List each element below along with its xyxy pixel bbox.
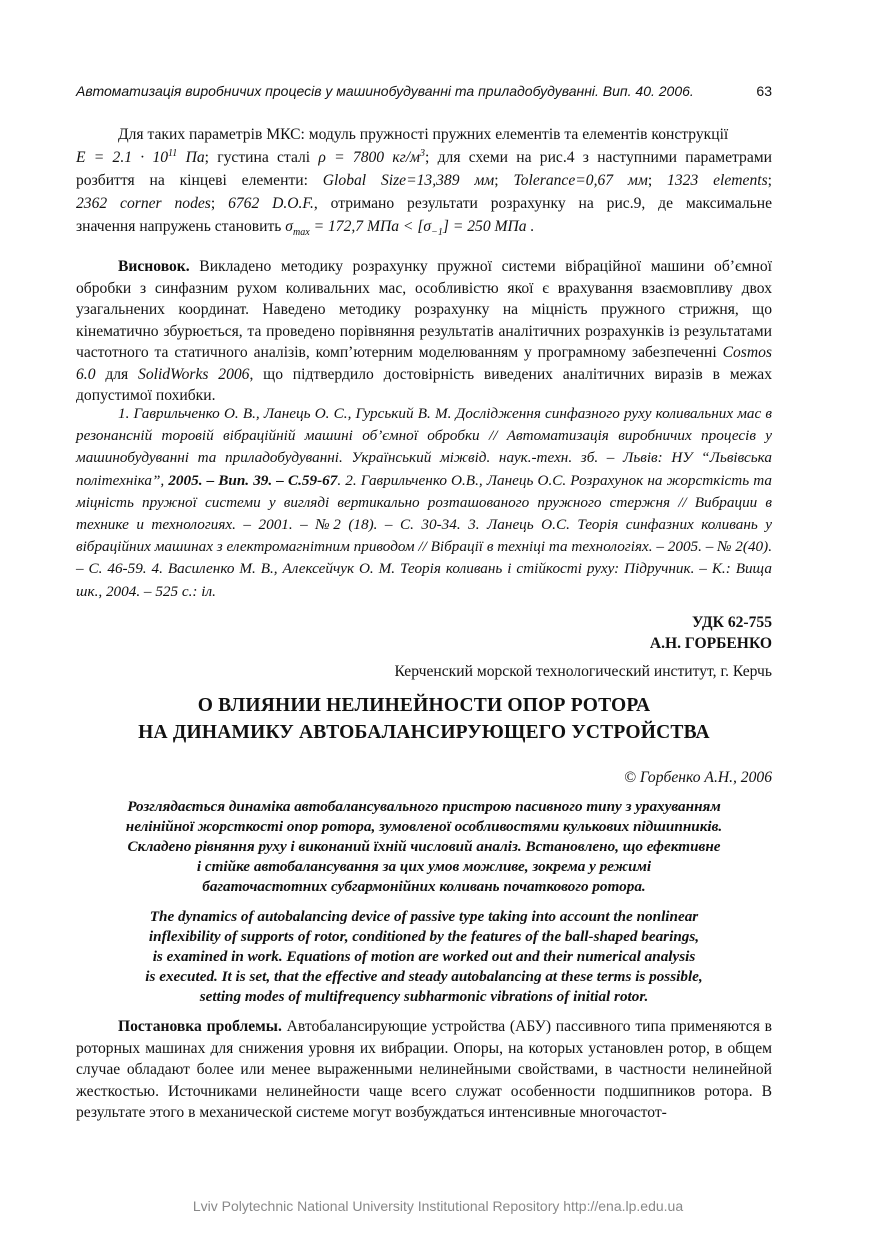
conclusion-label: Висновок. — [118, 258, 190, 275]
running-header — [76, 83, 776, 99]
affiliation: Керченский морской технологический институт, г. Керчь — [394, 663, 772, 680]
corner-nodes: 2362 corner nodes — [76, 195, 211, 212]
article-title: О ВЛИЯНИИ НЕЛИНЕЙНОСТИ ОПОР РОТОРА НА ДИНАМИКУ АВТОБАЛАНСИРУЮЩЕГО УСТРОЙСТВА — [138, 695, 710, 743]
sigma-formula: $\sigma_{max} = 172,7$ МПа < $[\sigma_{-1}] = 250$ МПа . — [285, 218, 535, 239]
intro-line-1: Для таких параметрів МКС: модуль пружності пружних елементів та елементів конструкції — [118, 126, 729, 143]
page-number: 63 — [756, 83, 772, 99]
udk-code: УДК 62-755 — [692, 614, 772, 631]
reference-bold: 2005. – Вип. 39. – С.59-67 — [168, 471, 338, 489]
repository-footer: Lviv Polytechnic National University Institutional Repository http://ena.lp.edu.ua — [192, 1198, 684, 1214]
author-name: А.Н. ГОРБЕНКО — [649, 635, 772, 652]
modulus-formula: $E = 2.1 \cdot 10^{11}$ Па — [76, 147, 205, 166]
journal-title: Автоматизація виробничих процесів у машинобудуванні та приладобудуванні. Вип. 40. 2006. — [76, 83, 694, 99]
problem-label: Постановка проблемы. — [118, 1018, 282, 1035]
dof: 6762 D.O.F. — [228, 195, 314, 212]
density-formula: ρ = 7800 $кг/м^3$ — [318, 147, 426, 166]
abstract-english: The dynamics of autobalancing device of passive type taking into account the nonlinear inflexibility of supports of rotor, conditioned by the features of the ball-shaped bearings, is examined in work. Equations of motion are worked out and their numerical analysis is executed. It is set, that the effective and steady autobalancing at these terms is possible, setting modes of multifrequency subharmonic vibrations of initial rotor. — [145, 908, 703, 1005]
tolerance: Tolerance=0,67 мм — [513, 172, 648, 189]
abstract-ukrainian: Розглядається динаміка автобалансувального пристрою пасивного типу з урахуванням нелінійної жорсткості опор ротора, зумовленої особливостями кулькових підшипників. Складено рівняння руху і виконаний їхній числовий аналіз. Встановлено, що ефективне і стійке автобалансування за цих умов можливе, зокрема у режимі багаточастотних субгармонійних коливань початкового ротора. — [125, 798, 723, 895]
references-list: 1. Гаврильченко О. В., Ланець О. С., Гурський В. М. Дослідження синфазного руху коливальних мас в резонансній торовій вібраційній машині об’ємної обробки // Автоматизація виробничих процесів у машинобудуванні та приладобудуванні. Український міжвід. наук.-техн. зб. – Львів: НУ “Львівська політехніка”, 2005. – Вип. 39. – С.59-67. 2. Гаврильченко О.В., Ланець О.С. Розрахунок на жорсткість та міцність пружної системи у вигляді вертикально розташованого пружного стержня // Вибрации в технике и технологиях. – 2001. – №2 (18). – С. 30-34. 3. Ланець О.С. Теорія синфазних коливань у вібраційних машинах з електромагнітним приводом // Вібрації в техніці та технологіях. – 2005. – № 2(40). – С. 46-59. 4. Василенко М. В., Алексейчук О. М. Теорія коливань і стійкості руху: Підручник. – К.: Вища шк., 2004. – 525 с.: іл. — [76, 405, 772, 600]
copyright: © Горбенко А.Н., 2006 — [624, 769, 772, 786]
global-size: Global Size=13,389 мм — [322, 172, 495, 189]
conclusion-paragraph: Висновок. Викладено методику розрахунку пружної системи вібраційної машини об’ємної обробки з синфазним рухом коливальних мас, особливістю якої є врахування взаємовпливу двох узагальнених координат. Наведено методику розрахунку на міцність пружного стрижня, що кінематично збурюється, та проведено порівняння результатів аналітичних розрахунків із результатами частотного та статичного аналізів, комп’ютерним моделюванням у програмному забезпеченні Cosmos 6.0 для SolidWorks 2006, що підтвердило достовірність виведених аналітичних виразів в межах допустимої похибки. — [76, 258, 773, 404]
problem-paragraph: Постановка проблемы. Автобалансирующие устройства (АБУ) пассивного типа применяются в роторных машинах для снижения уровня их вибрации. Опоры, на которых установлен ротор, в общем случае обладают более или менее выраженными нелинейными свойствами, в частности нелинейной жесткостью. Источниками нелинейности чаще всего служат особенности подшипников ротора. В результате этого в механической системе могут возбуждаться интенсивные многочастот- — [76, 1018, 772, 1121]
elements-count: 1323 elements — [667, 172, 768, 189]
intro-paragraph: Для таких параметрів МКС: модуль пружності пружних елементів та елементів конструкції $E = 2.1 \cdot 10^{11}$ Па; густина сталі ρ = 7800 $кг/м^3$; для схеми на рис.4 з наступними параметрами розбиття на кінцеві елементи: Global Size=13,389 мм; Tolerance=0,67 мм; 1323 elements; 2362 corner nodes; 6762 D.O.F., отримано результати розрахунку на рис.9, де максимальне значення напружень становить $\sigma_{max} = 172,7$ МПа < $[\sigma_{-1}] = 250$ МПа . — [76, 123, 772, 238]
udk-author — [76, 612, 772, 654]
